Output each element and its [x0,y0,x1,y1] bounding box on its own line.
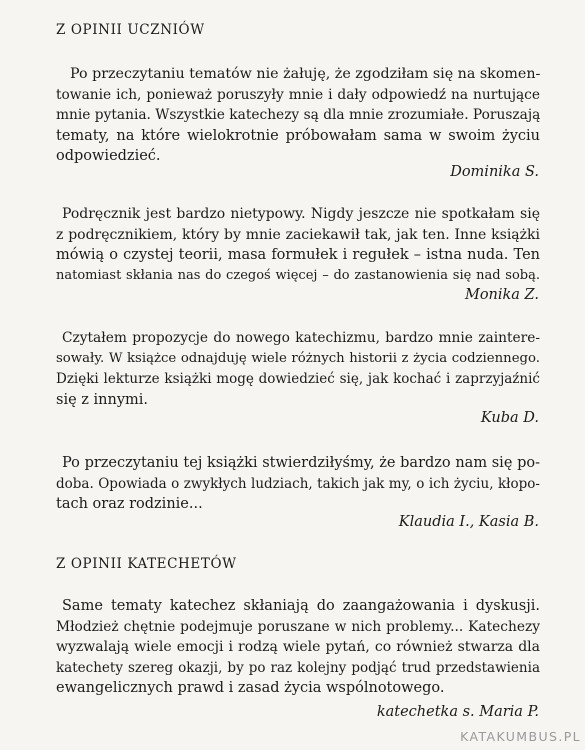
quote-line: mnie pytania. Wszystkie katechezy są dla mnie zrozumiałe. Poruszają [56,107,541,124]
quote-line: Podręcznik jest bardzo nietypowy. Nigdy jeszcze nie spotkałam się [62,206,540,222]
quote-author: Dominika S. [450,164,539,180]
quote-author: Monika Z. [464,287,539,303]
student-quote-4 [56,453,540,515]
catechist-quote [56,596,540,699]
student-quote-2 [56,204,540,286]
quote-line: towanie ich, ponieważ poruszyły mnie i dały odpowiedź na nurtujące [56,86,540,103]
quote-line: odpowiedzieć. [56,148,161,165]
watermark: KATAKUMBUS.PL [460,729,581,744]
quote-line: sowały. W książce odnajduję wiele różnych historii z życia codziennego. [56,350,540,366]
quote-line: tematy, na które wielokrotnie próbowałam sama w swoim życiu [56,127,540,144]
quote-line: wyzwalają wiele emocji i rodzą wiele pytań, co również stwarza dla [56,639,540,656]
quote-line: z podręcznikiem, który by mnie zaciekawił tak, jak ten. Inne książki [56,226,540,243]
quote-author: katechetka s. Maria P. [376,704,539,720]
quote-line: katechety szereg okazji, by po raz kolejny podjąć trud przedstawienia [56,659,540,676]
quote-author: Kuba D. [480,410,539,426]
quote-line: mówią o czystej teorii, masa formułek i regułek – istna nuda. Ten [56,247,540,264]
student-quote-1 [56,64,540,167]
quote-line: się z innymi. [56,391,149,408]
quote-line: tach oraz rodzinie... [56,496,203,513]
student-quote-3 [56,328,540,410]
quote-line: doba. Opowiada o zwykłych ludziach, takich jak my, o ich życiu, kłopo- [56,475,540,492]
quote-line: Młodzież chętnie podejmuje poruszane w nich problemy... Katechezy [56,618,540,635]
section-heading-catechists: Z OPINII KATECHETÓW [56,556,237,572]
quote-line: Same tematy katechez skłaniają do zaangażowania i dyskusji. [62,598,540,614]
quote-line: natomiast skłania nas do czegoś więcej – do zastanowienia się nad sobą. [56,267,540,283]
quote-author: Klaudia I., Kasia B. [398,514,539,530]
quote-line: ewangelicznych prawd i zasad życia wspólnotowego. [56,680,445,697]
quote-line: Po przeczytaniu tej książki stwierdziłyśmy, że bardzo nam się po- [62,455,540,471]
quote-line: Po przeczytaniu tematów nie żałuję, że zgodziłam się na skomen- [70,66,541,82]
section-heading-students: Z OPINII UCZNIÓW [56,22,205,38]
quote-line: Czytałem propozycje do nowego katechizmu, bardzo mnie zaintere- [62,330,540,346]
quote-line: Dzięki lekturze książki mogę dowiedzieć się, jak kochać i zaprzyjaźnić [56,371,540,388]
